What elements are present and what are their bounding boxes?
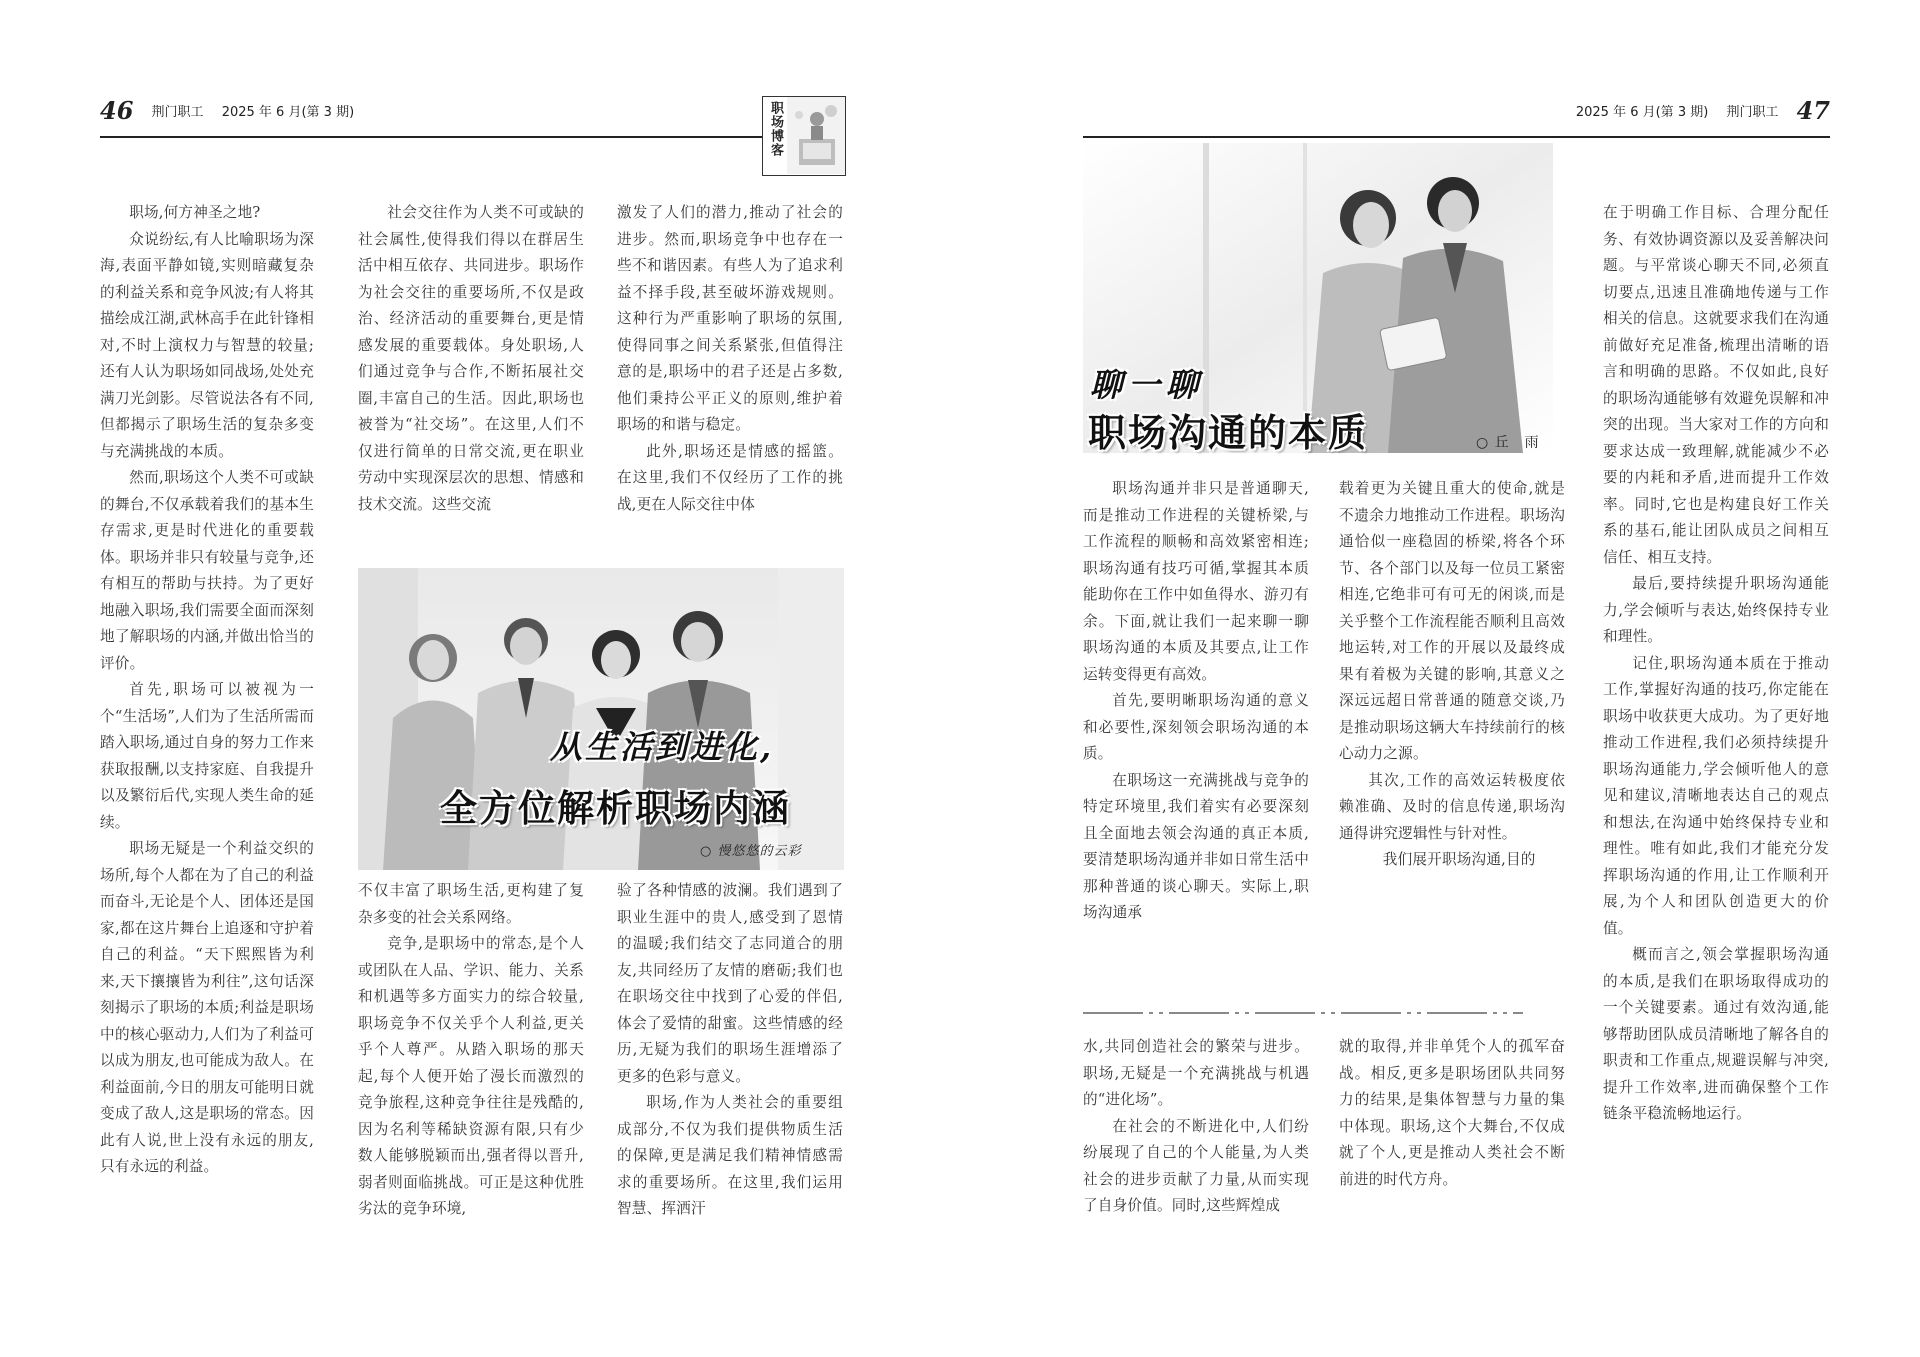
paragraph: 然而,职场这个人类不可或缺的舞台,不仅承载着我们的基本生存需求,更是时代进化的重要载体。职场并非只有较量与竞争,还有相互的帮助与扶持。为了更好地融入职场,我们需要全面而深刻地了解职场的内涵,并做出恰当的评价。 bbox=[100, 469, 314, 672]
section-tag-label: 职场博客 bbox=[768, 101, 783, 157]
right-page-number: 47 bbox=[1796, 96, 1830, 125]
right-publication-name: 荆门职工 bbox=[1726, 105, 1779, 120]
paragraph: 竞争,是职场中的常态,是个人或团队在人品、学识、能力、关系和机遇等多方面实力的综合较量,职场竞争不仅关乎个人利益,更关乎个人尊严。从踏入职场的那天起,每个人便开始了漫长而激烈的竞争旅程,这种竞争往往是残酷的,因为名利等稀缺资源有限,只有少数人能够脱颖而出,强者得以晋升,弱者则面临挑战。可正是这种优胜劣汰的竞争环境, bbox=[358, 935, 584, 1217]
article1-title-line1: 从生活到进化, bbox=[550, 728, 775, 766]
paragraph: 在于明确工作目标、合理分配任务、有效协调资源以及妥善解决问题。与平常谈心聊天不同,必须直切要点,迅速且准确地传递与工作相关的信息。这就要求我们在沟通前做好充足准备,梳理出清晰的语言和明确的思路。不仅如此,良好的职场沟通能够有效避免误解和冲突的出现。当大家对工作的方向和要求达成一致理解,就能减少不必要的内耗和矛盾,进而提升工作效率。同时,它也是构建良好工作关系的基石,能让团队成员之间相互信任、相互支持。 bbox=[1603, 204, 1829, 566]
article2-column-c bbox=[1603, 200, 1829, 1128]
article1-column-3-bottom bbox=[617, 878, 843, 1223]
paragraph: 职场,作为人类社会的重要组成部分,不仅为我们提供物质生活的保障,更是满足我们精神情感需求的重要场所。在这里,我们运用智慧、挥洒汗 bbox=[617, 1094, 843, 1217]
section-tag bbox=[762, 96, 846, 176]
paragraph: 在社会的不断进化中,人们纷纷展现了自己的个人能量,为人类社会的进步贡献了力量,从而实现了自身价值。同时,这些辉煌成 bbox=[1083, 1117, 1309, 1214]
right-header-rule bbox=[1083, 136, 1830, 138]
paragraph: 验了各种情感的波澜。我们遇到了职业生涯中的贵人,感受到了恩情的温暖;我们结交了志同道合的朋友,共同经历了友情的磨砺;我们也在职场交往中找到了心爱的伴侣,体会了爱情的甜蜜。这些情感的经历,无疑为我们的职场生涯增添了更多的色彩与意义。 bbox=[617, 882, 843, 1085]
section-tag-illustration bbox=[787, 97, 845, 175]
paragraph: 首先,要明晰职场沟通的意义和必要性,深刻领会职场沟通的本质。 bbox=[1083, 692, 1309, 762]
left-issue-date: 2025 年 6 月(第 3 期) bbox=[221, 105, 355, 120]
paragraph: 记住,职场沟通本质在于推动工作,掌握好沟通的技巧,你定能在职场中收获更大成功。为了更好地推动工作进程,我们必须持续提升职场沟通能力,学会倾听他人的意见和建议,清晰地表达自己的观点和想法,在沟通中始终保持专业和理性。唯有如此,我们才能充分发挥职场沟通的作用,让工作顺利开展,为个人和团队创造更大的价值。 bbox=[1603, 654, 1829, 937]
paragraph: 社会交往作为人类不可或缺的社会属性,使得我们得以在群居生活中相互依存、共同进步。职场作为社会交往的重要场所,不仅是政治、经济活动的重要舞台,更是情感发展的重要载体。身处职场,人们通过竞争与合作,不断拓展社交圈,丰富自己的生活。因此,职场也被誉为“社交场”。在这里,人们不仅进行简单的日常交流,更在职业劳动中实现深层次的思想、情感和技术交流。这些交流 bbox=[358, 204, 584, 513]
article1-column-1 bbox=[100, 200, 314, 1181]
article1-title-line2: 全方位解析职场内涵 bbox=[440, 787, 791, 830]
paragraph: 首先,职场可以被视为一个“生活场”,人们为了生活所需而踏入职场,通过自身的努力工作来获取报酬,以支持家庭、自我提升以及繁衍后代,实现人类生命的延续。 bbox=[100, 681, 314, 831]
section-divider bbox=[1083, 1010, 1523, 1016]
paragraph: 载着更为关键且重大的使命,就是不遗余力地推动工作进程。职场沟通恰似一座稳固的桥梁,将各个环节、各个部门以及每一位员工紧密相连,它绝非可有可无的闲谈,而是关乎整个工作流程能否顺利且高效地运转,对工作的开展以及最终成果有着极为关键的影响,其意义之深远远超日常普通的随意交谈,乃是推动职场这辆大车持续前行的核心动力之源。 bbox=[1339, 480, 1565, 762]
paragraph: 激发了人们的潜力,推动了社会的进步。然而,职场竞争中也存在一些不和谐因素。有些人为了追求利益不择手段,甚至破坏游戏规则。这种行为严重影响了职场的氛围,使得同事之间关系紧张,但值得注意的是,职场中的君子还是占多数,他们秉持公平正义的原则,维护着职场的和谐与稳定。 bbox=[617, 204, 843, 433]
article2-column-b bbox=[1339, 476, 1565, 874]
paragraph: 最后,要持续提升职场沟通能力,学会倾听与表达,始终保持专业和理性。 bbox=[1603, 575, 1829, 645]
paragraph: 职场沟通并非只是普通聊天,而是推动工作进程的关键桥梁,与工作流程的顺畅和高效紧密相连;职场沟通有技巧可循,掌握其本质能助你在工作中如鱼得水、游刃有余。下面,就让我们一起来聊一聊职场沟通的本质及其要点,让工作运转变得更有高效。 bbox=[1083, 480, 1309, 683]
paragraph: 就的取得,并非单凭个人的孤军奋战。相反,更多是职场团队共同努力的结果,是集体智慧与力量的集中体现。职场,这个大舞台,不仅成就了个人,更是推动人类社会不断前进的时代方舟。 bbox=[1339, 1038, 1565, 1188]
article2-byline: ○ 丘 雨 bbox=[1476, 435, 1540, 451]
paragraph: 概而言之,领会掌握职场沟通的本质,是我们在职场取得成功的一个关键要素。通过有效沟通,能够帮助团队成员清晰地了解各自的职责和工作重点,规避误解与冲突,提升工作效率,进而确保整个工作链条平稳流畅地运行。 bbox=[1603, 946, 1829, 1122]
right-issue-date: 2025 年 6 月(第 3 期) bbox=[1575, 105, 1709, 120]
paragraph: 此外,职场还是情感的摇篮。在这里,我们不仅经历了工作的挑战,更在人际交往中体 bbox=[617, 442, 843, 513]
article1-byline: ○ 慢悠悠的云彩 bbox=[700, 844, 802, 859]
paragraph: 众说纷纭,有人比喻职场为深海,表面平静如镜,实则暗藏复杂的利益关系和竞争风波;有人将其描绘成江湖,武林高手在此针锋相对,不时上演权力与智慧的较量;还有人认为职场如同战场,处处充满刀光剑影。尽管说法各有不同,但都揭示了职场生活的复杂多变与充满挑战的本质。 bbox=[100, 230, 314, 460]
article2-kicker: 聊一聊 bbox=[1090, 366, 1205, 404]
left-page-number: 46 bbox=[100, 96, 134, 125]
article1-column-3-top bbox=[617, 200, 843, 518]
paragraph: 职场,何方神圣之地? bbox=[129, 204, 261, 221]
paragraph: 其次,工作的高效运转极度依赖准确、及时的信息传递,职场沟通得讲究逻辑性与针对性。 bbox=[1339, 771, 1565, 842]
article1-continuation-column-b bbox=[1339, 1034, 1565, 1193]
article1-column-2-bottom bbox=[358, 878, 584, 1223]
paragraph: 职场无疑是一个利益交织的场所,每个人都在为了自己的利益而奋斗,无论是个人、团体还是国家,都在这片舞台上追逐和守护着自己的利益。“天下熙熙皆为利来,天下攘攘皆为利往”,这句话深刻揭示了职场的本质;利益是职场中的核心驱动力,人们为了利益可以成为朋友,也可能成为敌人。在利益面前,今日的朋友可能明日就变成了敌人,这是职场的常态。因此有人说,世上没有永远的朋友,只有永远的利益。 bbox=[100, 840, 314, 1175]
article1-column-2-top bbox=[358, 200, 584, 518]
article2-title: 职场沟通的本质 bbox=[1088, 411, 1369, 455]
article1-continuation-column-a bbox=[1083, 1034, 1309, 1220]
left-page-header bbox=[100, 96, 368, 125]
left-header-rule bbox=[100, 136, 842, 138]
paragraph: 在职场这一充满挑战与竞争的特定环境里,我们着实有必要深刻且全面地去领会沟通的真正本质,要清楚职场沟通并非如日常生活中那种普通的谈心聊天。实际上,职场沟通承 bbox=[1083, 771, 1309, 921]
paragraph: 不仅丰富了职场生活,更构建了复杂多变的社会关系网络。 bbox=[358, 882, 584, 926]
article2-column-a bbox=[1083, 476, 1309, 927]
right-page-header bbox=[1562, 96, 1830, 125]
left-publication-name: 荆门职工 bbox=[151, 105, 204, 120]
paragraph: 水,共同创造社会的繁荣与进步。职场,无疑是一个充满挑战与机遇的“进化场”。 bbox=[1083, 1038, 1309, 1108]
paragraph: 我们展开职场沟通,目的 bbox=[1382, 851, 1536, 868]
